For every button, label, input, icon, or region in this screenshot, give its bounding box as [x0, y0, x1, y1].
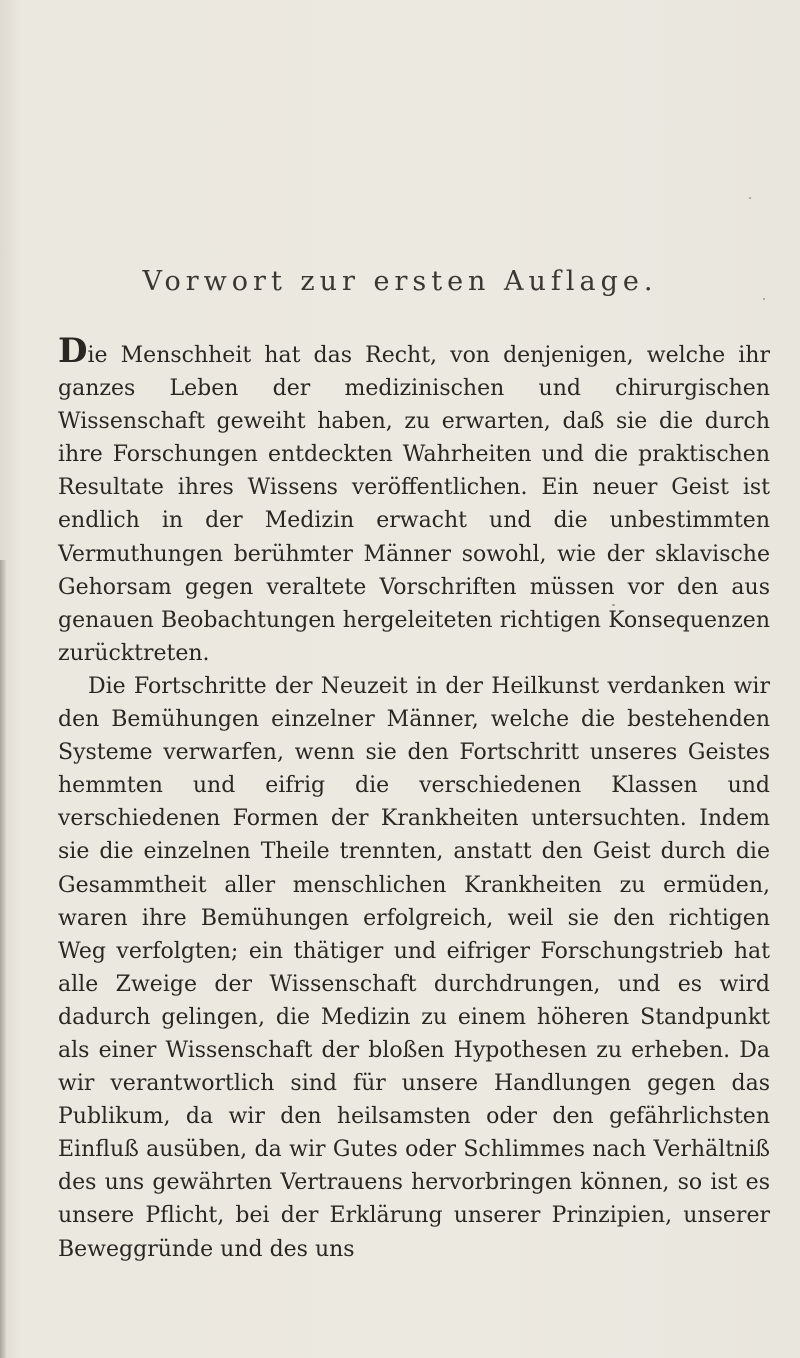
paper-speck — [763, 298, 765, 300]
page-binding-edge — [0, 560, 6, 1358]
paragraph-2 — [58, 670, 770, 1266]
paper-speck — [749, 197, 751, 199]
paragraph-1 — [58, 331, 770, 670]
paragraph-2-text: Die Fortschritte der Neuzeit in der Heilkunst verdanken wir den Bemühungen einzelner Männer, welche die bestehenden Systeme verwarfen, wenn sie den Fortschritt unseres Geistes hemmten und eifrig die verschiedenen Klassen und verschiedenen Formen der Krankheiten untersuchten. Indem sie die einzelnen Theile trennten, anstatt den Geist durch die Gesammtheit aller menschlichen Krankheiten zu ermüden, waren ihre Bemühungen erfolgreich, weil sie den richtigen Weg verfolgten; ein thätiger und eifriger Forschungstrieb hat alle Zweige der Wissenschaft durchdrungen, und es wird dadurch gelingen, die Medizin zu einem höheren Standpunkt als einer Wissenschaft der bloßen Hypothesen zu erheben. Da wir verantwortlich sind für unsere Handlungen gegen das Publikum, da wir den heilsamsten oder den gefährlichsten Einfluß ausüben, da wir Gutes oder Schlimmes nach Verhältniß des uns gewährten Vertrauens hervorbringen können, so ist es unsere Pflicht, bei der Erklärung unserer Prinzipien, unserer Beweggründe und des uns — [58, 673, 770, 1262]
section-heading: Vorwort zur ersten Auflage. — [142, 266, 658, 297]
drop-cap: D — [58, 331, 88, 371]
body-text — [58, 331, 770, 1266]
paragraph-1-text: ie Menschheit hat das Recht, von denjenigen, welche ihr ganzes Leben der medizinischen und chirurgischen Wissenschaft geweiht haben, zu erwarten, daß sie die durch ihre Forschungen entdeckten Wahrheiten und die praktischen Resultate ihres Wissens veröffentlichen. Ein neuer Geist ist endlich in der Medizin erwacht und die unbestimmten Vermuthungen berühmter Männer sowohl, wie der sklavische Gehorsam gegen veraltete Vorschriften müssen vor den aus genauen Beobachtungen hergeleiteten richtigen Konsequenzen zurücktreten. — [58, 343, 770, 666]
